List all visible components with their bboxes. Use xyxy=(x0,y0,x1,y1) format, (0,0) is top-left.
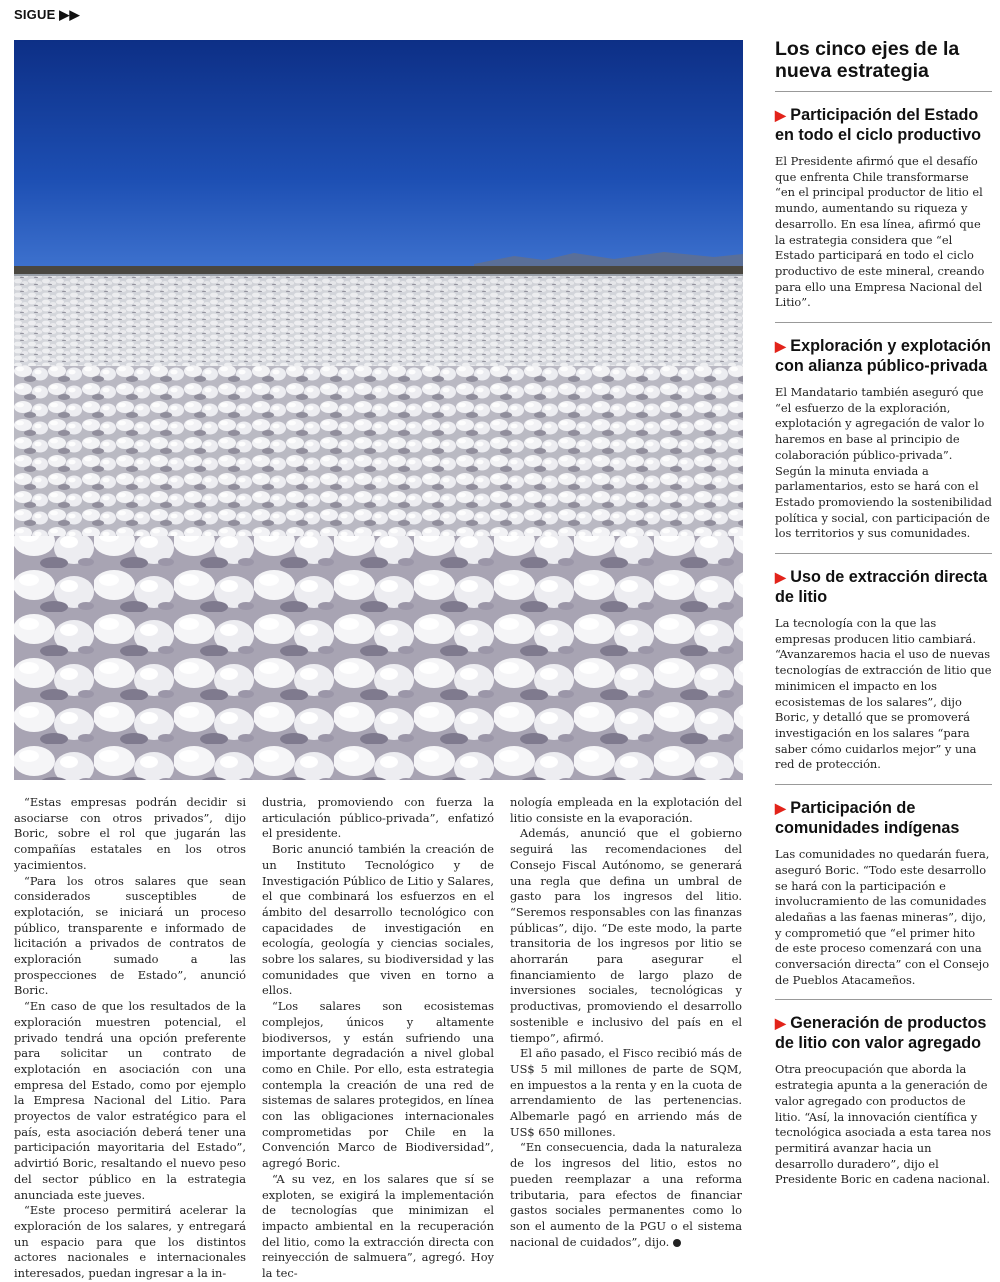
article-column-3 xyxy=(510,795,742,1250)
axis-body: El Mandatario también aseguró que “el esfuerzo de la exploración, explotación y agregación de valor lo haremos en base al principio de colaboración público-privada”. Según la minuta enviada a parlamentarios, esto se hará con el Estado promoviendo la sostenibilidad política y social, con participación de los territorios y sus comunidades. xyxy=(775,385,992,541)
axis-body: Las comunidades no quedarán fuera, aseguró Boric. “Todo este desarrollo se hará con la participación e involucramiento de las comunidades aledañas a las faenas mineras”, dijo, y comprometió que “el primer hito de este proceso comenzará con una conversación directa” con el Consejo de Pueblos Atacameños. xyxy=(775,847,990,987)
salt-flat-photo-icon xyxy=(14,40,743,780)
paragraph: El año pasado, el Fisco recibió más de US$ 5 mil millones de parte de SQM, en impuestos a la renta y en la cuota de arrendamiento de las pertenencias. Albemarle pagó en arriendo más de US$ 650 millones. xyxy=(510,1046,742,1139)
axis-heading xyxy=(775,106,992,145)
paragraph: nología empleada en la explotación del litio consiste en la evaporación. xyxy=(510,795,742,825)
axis-body: Otra preocupación que aborda la estrategia apunta a la generación de valor agregado con productos de litio. “Así, la innovación científica y tecnológica asociada a esta tarea nos permitirá avanzar hacia un desarrollo duradero”, dijo el Presidente Boric en cadena nacional. xyxy=(775,1062,992,1187)
axis-item xyxy=(775,1000,992,1199)
axis-body: El Presidente afirmó que el desafío que enfrenta Chile transformarse “en el principal productor de litio el mundo, aumentando su riqueza y desarrollo. En esa línea, afirmó que la estrategia considera que “el Estado participará en todo el ciclo productivo de este mineral, creando para ello una Empresa Nacional del Litio”. xyxy=(775,154,985,310)
salt-flat-photo xyxy=(14,40,743,780)
axis-title: Generación de productos de litio con valor agregado xyxy=(775,1014,987,1052)
paragraph-last xyxy=(510,1140,742,1250)
axis-heading xyxy=(775,337,992,376)
paragraph: “Para los otros salares que sean considerados susceptibles de explotación, se iniciará un proceso público, transparente e informado de licitación a privados de contratos de exploración sumado a las prospecciones de Estado”, anunció Boric. xyxy=(14,873,246,998)
paragraph: “Los salares son ecosistemas complejos, únicos y altamente biodiversos, y están sufriendo una importante degradación a nivel global como en Chile. Por ello, esta estrategia contempla la creación de una red de sistemas de salares protegidos, en línea con las obligaciones internacionales comprometidas por Chile en la Convención Marco de Biodiversidad”, agregó Boric. xyxy=(262,999,494,1171)
sidebar-box xyxy=(775,38,992,1199)
paragraph: Además, anunció que el gobierno seguirá las recomendaciones del Consejo Fiscal Autónomo, se generará una regla que defina un umbral de gasto para los ingresos del litio. “Seremos responsables con las finanzas públicas”, dijo. “De este modo, la parte transitoria de los ingresos por litio se ahorrarán para asegurar el financiamiento de largo plazo de inversiones sociales, tecnológicas y productivas, promoviendo el desarrollo sostenible e inclusivo del país en el tiempo”, afirmó. xyxy=(510,826,742,1045)
axis-title: Exploración y explotación con alianza público-privada xyxy=(775,337,991,375)
axis-heading xyxy=(775,1014,992,1053)
axis-title: Participación de comunidades indígenas xyxy=(775,799,960,837)
triangle-bullet-icon: ▶ xyxy=(775,107,786,123)
sidebar-title: Los cinco ejes de la nueva estrategia xyxy=(775,38,992,92)
axis-title: Uso de extracción directa de litio xyxy=(775,568,988,606)
paragraph: Boric anunció también la creación de un Instituto Tecnológico y de Investigación Público de Litio y Salares, el que combinará los esfuerzos en el ámbito del desarrollo tecnológico con capacidades de investigación en ecología, geología y ciencias sociales, sobre los salares, su biodiversidad y las comunidades que viven en torno a ellos. xyxy=(262,842,494,998)
axis-item xyxy=(775,785,992,1000)
paragraph: “A su vez, en los salares que sí se exploten, se exigirá la implementación de tecnologías que minimizan el impacto ambiental en la recuperación del litio, como la extracción directa con reinyección de salmuera”, agregó. Hoy la tec- xyxy=(262,1171,494,1281)
article-column-1 xyxy=(14,795,246,1282)
axis-title: Participación del Estado en todo el ciclo productivo xyxy=(775,106,981,144)
triangle-bullet-icon: ▶ xyxy=(775,1015,786,1032)
triangle-bullet-icon: ▶ xyxy=(775,569,786,586)
end-of-article-icon xyxy=(673,1239,681,1247)
paragraph: “Estas empresas podrán decidir si asociarse con otros privados”, dijo Boric, sobre el rol que jugarán las compañías estatales en los otros yacimientos. xyxy=(14,795,246,872)
paragraph: “Este proceso permitirá acelerar la exploración de los salares, y entregará un espacio para que los distintos actores nacionales e internacionales interesados, puedan ingresar a la in- xyxy=(14,1203,246,1281)
axis-item xyxy=(775,323,992,554)
axis-body: La tecnología con la que las empresas producen litio cambiará. “Avanzaremos hacia el uso de nuevas tecnologías de extracción de litio que minimicen el impacto en los ecosistemas de los salares”, dijo Boric, y detalló que se promoverá investigación en los salares “para saber cómo cuidarlos mejor” y una red de protección. xyxy=(775,616,992,772)
axis-heading xyxy=(775,568,992,607)
axis-item xyxy=(775,92,992,323)
paragraph-last-text: “En consecuencia, dada la naturaleza de los ingresos del litio, estos no pueden reemplazar a una reforma tributaria, para efectos de financiar gastos sociales permanentes como lo son el aumento de la PGU o el sistema nacional de cuidados”, dijo. xyxy=(510,1140,742,1249)
paragraph: dustria, promoviendo con fuerza la articulación público-privada”, enfatizó el presidente. xyxy=(262,795,494,841)
axis-heading xyxy=(775,799,992,838)
sigue-label: SIGUE ▶▶ xyxy=(14,7,80,22)
axis-item xyxy=(775,554,992,785)
triangle-bullet-icon: ▶ xyxy=(775,338,786,355)
triangle-bullet-icon: ▶ xyxy=(775,800,786,817)
article-column-2 xyxy=(262,795,494,1282)
paragraph: “En caso de que los resultados de la exploración muestren potencial, el privado tendrá una opción preferente para solicitar un contrato de explotación en asociación con una empresa del Estado, como por ejemplo la Empresa Nacional del Litio. Para proyectos de valor estratégico para el país, esta asociación deberá tener una participación mayoritaria del Estado”, advirtió Boric, resaltando el nuevo peso del sector público en la estrategia anunciada este jueves. xyxy=(14,999,246,1202)
